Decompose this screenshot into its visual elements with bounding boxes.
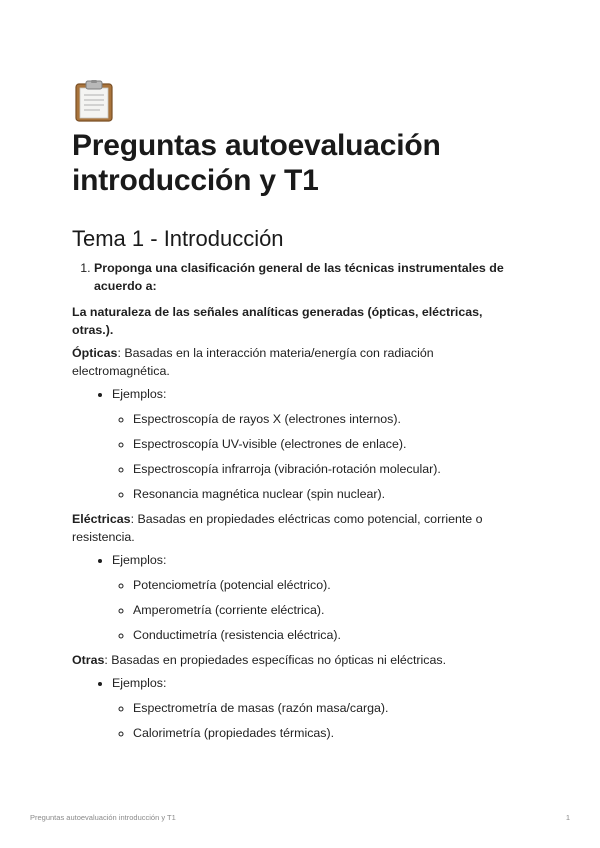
footer-title: Preguntas autoevaluación introducción y T1 [30, 813, 176, 822]
question-item: 1. Proponga una clasificación general de las técnicas instrumentales de acuerdo a: [94, 259, 522, 295]
examples-list [72, 551, 522, 644]
category-label: Eléctricas [72, 512, 131, 526]
category-label: Ópticas [72, 346, 118, 360]
category-label: Otras [72, 653, 105, 667]
category-electricas [72, 510, 522, 546]
examples-list [72, 385, 522, 503]
list-item: ◦ Resonancia magnética nuclear (spin nuclear). [133, 485, 522, 503]
category-description: : Basadas en la interacción materia/energía con radiación electromagnética. [72, 346, 434, 378]
examples-sublist [112, 699, 522, 742]
examples-sublist [112, 410, 522, 503]
document-body [72, 259, 522, 749]
criterion-text: La naturaleza de las señales analíticas generadas (ópticas, eléctricas, otras.). [72, 305, 483, 337]
category-opticas [72, 344, 522, 380]
page-title: Preguntas autoevaluación introducción y T1 [72, 129, 441, 197]
category-otras [72, 651, 522, 669]
list-item: ◦ Potenciometría (potencial eléctrico). [133, 576, 522, 594]
question-list [72, 259, 522, 295]
list-item: ◦ Conductimetría (resistencia eléctrica). [133, 626, 522, 644]
category-description: : Basadas en propiedades específicas no ópticas ni eléctricas. [104, 653, 447, 667]
list-item: ◦ Amperometría (corriente eléctrica). [133, 601, 522, 619]
list-item: ◦ Calorimetría (propiedades térmicas). [133, 724, 522, 742]
clipboard-icon [74, 80, 114, 122]
list-item: ◦ Espectrometría de masas (razón masa/carga). [133, 699, 522, 717]
examples-sublist [112, 576, 522, 644]
list-item: ◦ Espectroscopía de rayos X (electrones internos). [133, 410, 522, 428]
footer-page-number: 1 [565, 813, 570, 822]
section-heading: Tema 1 - Introducción [72, 226, 284, 251]
category-description: : Basadas en propiedades eléctricas como potencial, corriente o resistencia. [72, 512, 483, 544]
examples-label: • Ejemplos: ◦ Espectroscopía de rayos X (electrones internos). ◦ Espectroscopía UV-visible (electrones de enlace). ◦ Espectroscopía infrarroja (vibración-rotación molecular). ◦ Resonancia magnética nuclear (spin nuclear). [112, 385, 522, 503]
list-item: ◦ Espectroscopía UV-visible (electrones de enlace). [133, 435, 522, 453]
list-item: ◦ Espectroscopía infrarroja (vibración-rotación molecular). [133, 460, 522, 478]
examples-label: • Ejemplos: ◦ Espectrometría de masas (razón masa/carga). ◦ Calorimetría (propiedades térmicas). [112, 674, 522, 742]
examples-list [72, 674, 522, 742]
examples-label: • Ejemplos: ◦ Potenciometría (potencial eléctrico). ◦ Amperometría (corriente eléctrica). ◦ Conductimetría (resistencia eléctrica). [112, 551, 522, 644]
